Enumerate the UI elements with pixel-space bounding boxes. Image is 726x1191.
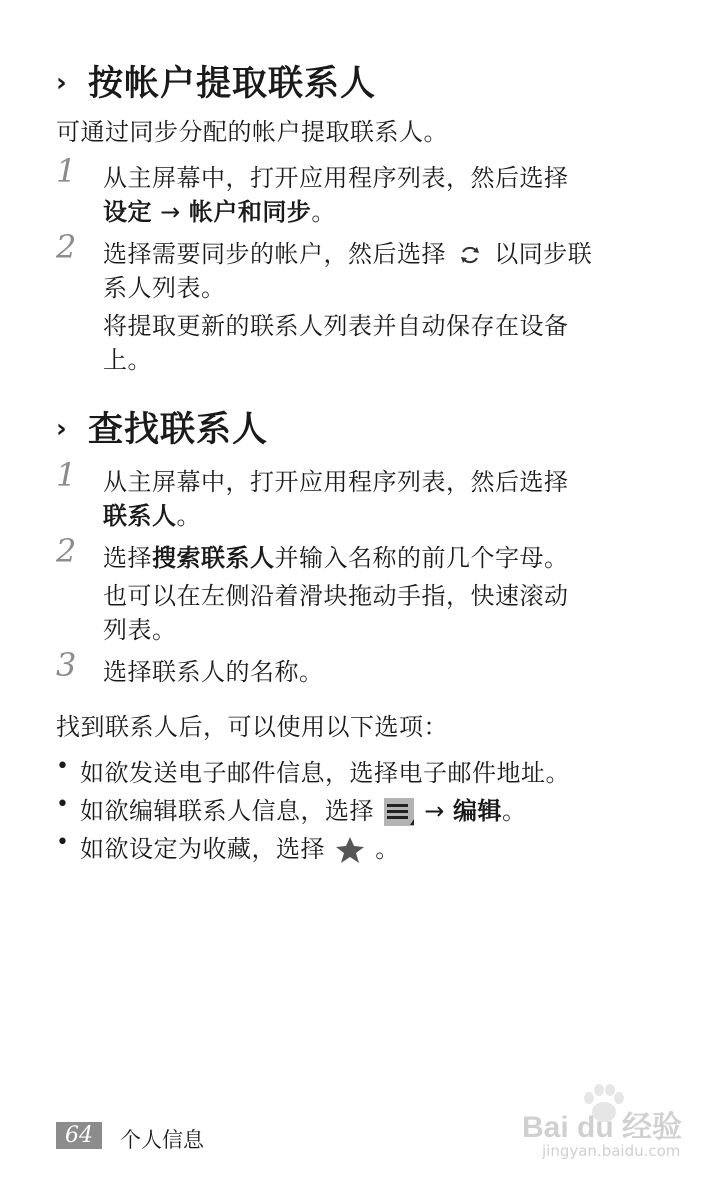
star-icon [335,836,365,864]
step-text [103,538,569,573]
sync-icon [458,243,482,267]
step-text: 从主屏幕中，打开应用程序列表，然后选择 [103,164,569,192]
step-text: 选择联系人的名称。 [103,658,324,686]
watermark [522,1088,702,1168]
chevron-icon: › [56,68,68,98]
section-title: 查找联系人 [88,410,269,450]
step-number: 1 [56,152,77,190]
step-text: 系人列表。 [103,274,226,302]
menu-icon [384,798,414,826]
chevron-icon: › [56,414,68,444]
section-heading-extract-contacts [56,56,376,106]
menu-path-accounts-sync: 帐户和同步 [188,198,312,226]
bullet-item [80,791,527,826]
menu-path-contacts: 联系人 [103,502,177,530]
menu-path-settings: 设定 [103,198,152,226]
intro-text: 可通过同步分配的帐户提取联系人。 [56,118,448,146]
step-number: 1 [56,456,77,494]
step-note: 也可以在左侧沿着滑块拖动手指，快速滚动 [103,582,569,610]
step-note: 将提取更新的联系人列表并自动保存在设备 [103,312,569,340]
punctuation: 。 [176,502,201,530]
punctuation: 。 [502,797,527,825]
punctuation: 。 [375,835,400,863]
step-note: 列表。 [103,616,177,644]
page-number: 64 [56,1122,102,1149]
step-number: 2 [56,228,77,266]
bullet-dot: • [56,830,69,855]
section-heading-find-contacts [56,402,268,452]
search-contacts-label: 搜索联系人 [152,544,275,572]
chapter-title: 个人信息 [120,1128,204,1152]
step-note: 上。 [103,346,152,374]
step-text-part: 选择 [103,544,152,572]
bullet-item: 如欲发送电子邮件信息，选择电子邮件地址。 [80,759,570,787]
section-title: 按帐户提取联系人 [88,64,377,104]
step-number: 2 [56,532,77,570]
punctuation: 。 [311,198,336,226]
step-text: 从主屏幕中，打开应用程序列表，然后选择 [103,468,569,496]
step-path [103,192,336,227]
step-text [103,234,592,269]
arrow-separator: → [152,198,189,226]
edit-label: 编辑 [453,797,503,825]
step-path [103,496,201,531]
arrow-separator: → [424,797,454,825]
bullet-text-part: 如欲设定为收藏，选择 [80,835,325,863]
watermark-logo: Bai du 经验 [522,1111,683,1144]
step-text-part: 并输入名称的前几个字母。 [274,544,569,572]
step-text-part: 选择需要同步的帐户，然后选择 [103,240,446,268]
bullet-text-part: 如欲编辑联系人信息，选择 [80,797,374,825]
step-text-part: 以同步联 [494,240,593,268]
bullet-dot: • [56,792,69,817]
watermark-url: jingyan.baidu.com [542,1142,681,1160]
bullet-item [80,829,400,864]
step-number: 3 [56,646,77,684]
bullet-dot: • [56,754,69,779]
after-text: 找到联系人后，可以使用以下选项： [56,713,448,741]
